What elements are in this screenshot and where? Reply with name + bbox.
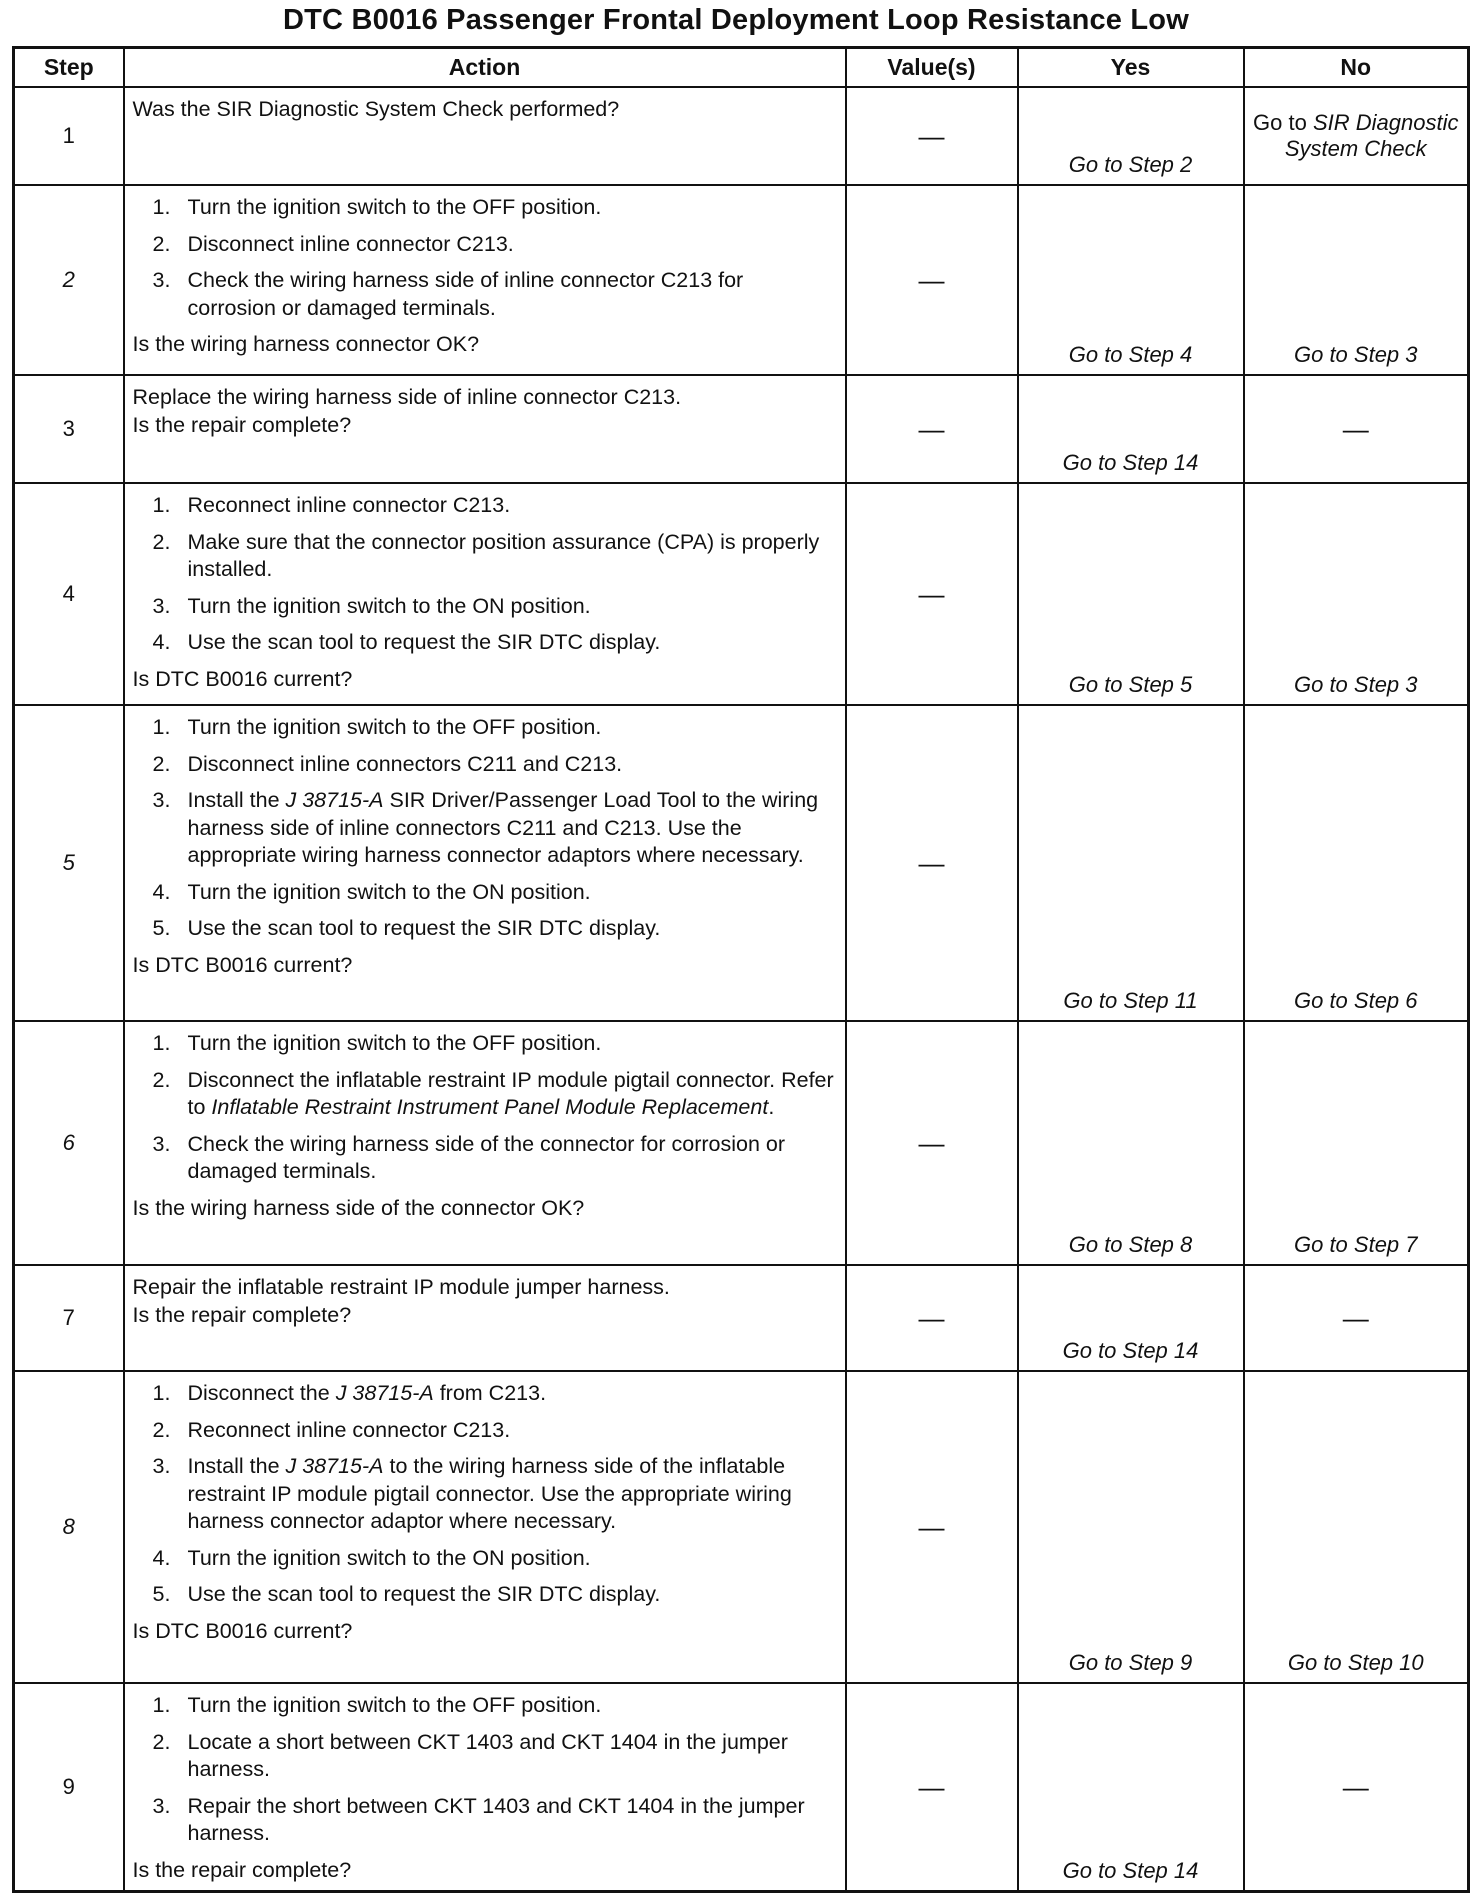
no-cell: Go to Step 3 [1244, 483, 1469, 705]
document-title: DTC B0016 Passenger Frontal Deployment Loop Resistance Low [283, 4, 1189, 36]
step-number: 1 [14, 87, 124, 185]
step-number: 6 [14, 1021, 124, 1265]
action-cell [124, 1021, 846, 1265]
action-item: 3. Install the J 38715-A SIR Driver/Passenger Load Tool to the wiring harness side of inline connectors C211 and C213. Use the appropriate wiring harness connector adaptors where necessary. [152, 788, 819, 868]
table-row [14, 1021, 1469, 1265]
action-item: 1. Turn the ignition switch to the OFF position. [152, 1693, 602, 1717]
action-lead: Repair the inflatable restraint IP module jumper harness. [132, 1275, 670, 1299]
action-item: 5. Use the scan tool to request the SIR DTC display. [152, 916, 661, 941]
action-cell [124, 1683, 846, 1892]
action-cell [124, 1265, 846, 1371]
action-question: Is the repair complete? [132, 412, 352, 437]
table-row [14, 705, 1469, 1021]
table-row [14, 185, 1469, 375]
no-cell: Go to Step 3 [1244, 185, 1469, 375]
table-row [14, 1265, 1469, 1371]
action-cell [124, 375, 846, 483]
table-row [14, 375, 1469, 483]
action-item: 3. Check the wiring harness side of inline connector C213 for corrosion or damaged terminals. [152, 268, 744, 320]
no-cell [1244, 87, 1469, 185]
no-cell: — [1244, 375, 1469, 483]
step-number: 5 [14, 705, 124, 1021]
action-item: 2. Disconnect inline connector C213. [152, 231, 514, 256]
action-item: 3. Check the wiring harness side of the connector for corrosion or damaged terminals. [152, 1131, 786, 1184]
action-question: Is the wiring harness side of the connector OK? [132, 1195, 585, 1220]
yes-cell: Go to Step 5 [1018, 483, 1244, 705]
step-number: 4 [14, 483, 124, 705]
step-number: 3 [14, 375, 124, 483]
action-cell [124, 185, 846, 375]
action-question: Is DTC B0016 current? [132, 666, 353, 691]
value-cell: — [846, 87, 1018, 185]
step-number: 2 [14, 185, 124, 375]
action-lead: Replace the wiring harness side of inline connector C213. [132, 385, 682, 409]
yes-cell: Go to Step 14 [1018, 1265, 1244, 1371]
no-cell-link: SIR Diagnostic System Check [1284, 109, 1459, 161]
no-cell-prefix: Go to [1253, 109, 1313, 135]
action-cell [124, 483, 846, 705]
yes-cell: Go to Step 9 [1018, 1371, 1244, 1683]
action-item: 4. Use the scan tool to request the SIR DTC display. [152, 630, 661, 655]
table-row [14, 1371, 1469, 1683]
action-question: Is DTC B0016 current? [132, 952, 353, 977]
action-item: 3. Turn the ignition switch to the ON position. [152, 593, 591, 618]
table-row [14, 87, 1469, 185]
value-cell: — [846, 705, 1018, 1021]
yes-cell: Go to Step 4 [1018, 185, 1244, 375]
no-cell: — [1244, 1265, 1469, 1371]
action-question: Is the repair complete? [132, 1857, 352, 1882]
yes-cell: Go to Step 11 [1018, 705, 1244, 1021]
diagnostic-table [12, 46, 1470, 1893]
action-item: 3. Install the J 38715-A to the wiring harness side of the inflatable restraint IP module pigtail connector. Use the appropriate wiring harness connector adaptor where necessary. [152, 1454, 792, 1534]
action-item: 2. Reconnect inline connector C213. [152, 1417, 511, 1442]
action-item: 2. Disconnect inline connectors C211 and C213. [152, 751, 623, 776]
table-row [14, 483, 1469, 705]
step-number: 9 [14, 1683, 124, 1892]
yes-cell: Go to Step 14 [1018, 1683, 1244, 1892]
no-cell: Go to Step 7 [1244, 1021, 1469, 1265]
action-cell [124, 87, 846, 185]
header-values: Value(s) [846, 48, 1018, 88]
value-cell: — [846, 1021, 1018, 1265]
action-question: Was the SIR Diagnostic System Check performed? [132, 97, 620, 121]
value-cell: — [846, 483, 1018, 705]
action-question: Is the wiring harness connector OK? [132, 332, 480, 357]
value-cell: — [846, 1683, 1018, 1892]
yes-cell: Go to Step 2 [1018, 87, 1244, 185]
action-question: Is the repair complete? [132, 1302, 352, 1327]
action-item: 1. Turn the ignition switch to the OFF position. [152, 1031, 602, 1055]
yes-cell: Go to Step 14 [1018, 375, 1244, 483]
action-cell [124, 1371, 846, 1683]
table-row [14, 1683, 1469, 1892]
action-item: 4. Turn the ignition switch to the ON position. [152, 879, 591, 904]
header-yes: Yes [1018, 48, 1244, 88]
action-item: 5. Use the scan tool to request the SIR DTC display. [152, 1582, 661, 1607]
no-cell: Go to Step 6 [1244, 705, 1469, 1021]
action-question: Is DTC B0016 current? [132, 1618, 353, 1643]
action-item: 1. Disconnect the J 38715-A from C213. [152, 1381, 547, 1405]
header-no: No [1244, 48, 1469, 88]
header-step: Step [14, 48, 124, 88]
step-number: 7 [14, 1265, 124, 1371]
no-cell: — [1244, 1683, 1469, 1892]
action-item: 1. Turn the ignition switch to the OFF position. [152, 715, 602, 739]
action-item: 2. Make sure that the connector position assurance (CPA) is properly installed. [152, 529, 820, 582]
header-row [14, 48, 1469, 88]
value-cell: — [846, 185, 1018, 375]
value-cell: — [846, 1371, 1018, 1683]
action-item: 1. Reconnect inline connector C213. [152, 493, 511, 517]
action-item: 2. Disconnect the inflatable restraint IP module pigtail connector. Refer to Inflatable Restraint Instrument Panel Module Replacement. [152, 1067, 834, 1120]
value-cell: — [846, 375, 1018, 483]
action-item: 1. Turn the ignition switch to the OFF position. [152, 195, 602, 219]
action-item: 4. Turn the ignition switch to the ON position. [152, 1545, 591, 1570]
no-cell: Go to Step 10 [1244, 1371, 1469, 1683]
value-cell: — [846, 1265, 1018, 1371]
header-action: Action [124, 48, 846, 88]
yes-cell: Go to Step 8 [1018, 1021, 1244, 1265]
action-cell [124, 705, 846, 1021]
action-item: 2. Locate a short between CKT 1403 and CKT 1404 in the jumper harness. [152, 1729, 788, 1782]
action-item: 3. Repair the short between CKT 1403 and CKT 1404 in the jumper harness. [152, 1793, 805, 1846]
step-number: 8 [14, 1371, 124, 1683]
